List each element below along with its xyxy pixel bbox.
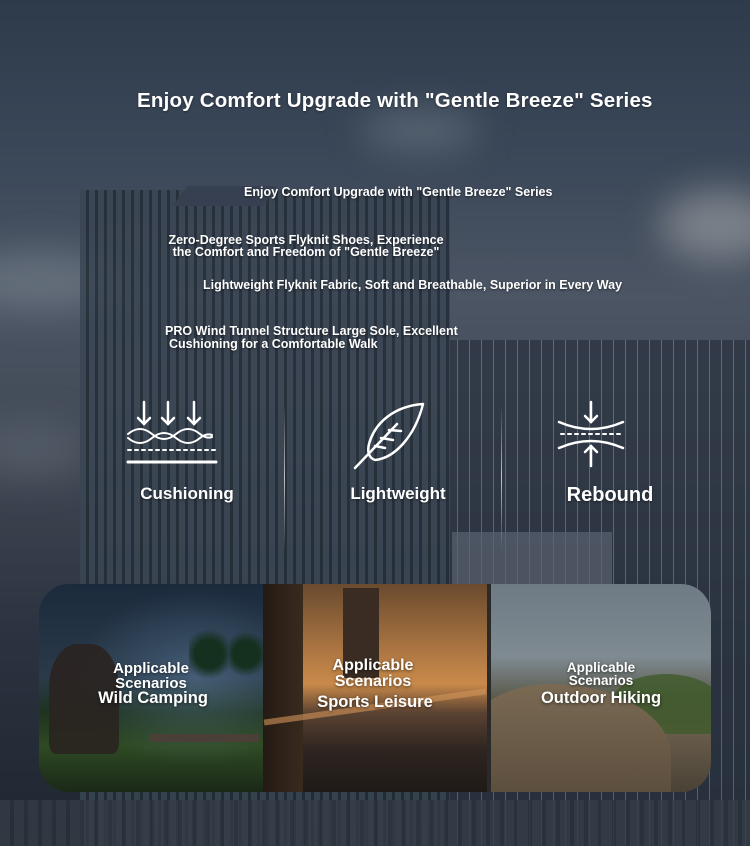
point2: Lightweight Flyknit Fabric, Soft and Breathable, Superior in Every Way — [203, 278, 623, 292]
rebound-icon — [541, 398, 641, 470]
feather-icon — [335, 398, 435, 470]
scenario-line2: Scenarios — [334, 673, 412, 690]
cloud — [660, 190, 750, 260]
scenario-card-hiking — [491, 584, 711, 792]
scenario-name: Sports Leisure — [317, 693, 433, 711]
point3-line2: Cushioning for a Comfortable Walk — [169, 337, 378, 351]
scenario-line1: Applicable — [566, 660, 636, 675]
feature-label-cushioning: Cushioning — [140, 484, 234, 503]
scenario-card-leisure — [263, 584, 487, 792]
scenario-line1: Applicable — [332, 657, 414, 674]
scenario-name: Outdoor Hiking — [540, 689, 662, 707]
feature-cushioning — [72, 398, 272, 503]
scenario-line2: Scenarios — [568, 673, 634, 688]
point1-line1: Zero-Degree Sports Flyknit Shoes, Experience — [168, 233, 444, 247]
hillside-photo — [491, 584, 711, 792]
scenario-name: Wild Camping — [98, 689, 208, 707]
feature-lightweight — [285, 398, 485, 503]
subtitle: Enjoy Comfort Upgrade with "Gentle Breeze" Series — [244, 185, 553, 199]
scenario-panel — [39, 584, 711, 792]
feature-label-rebound: Rebound — [566, 484, 654, 506]
cushioning-icon — [122, 398, 222, 470]
page-title: Enjoy Comfort Upgrade with "Gentle Breeze" Series — [137, 89, 653, 112]
feature-label-lightweight: Lightweight — [350, 484, 446, 503]
scenario-card-camping — [39, 584, 263, 792]
scenario-line2: Scenarios — [115, 675, 187, 692]
scenario-line1: Applicable — [113, 660, 189, 677]
point3-line1: PRO Wind Tunnel Structure Large Sole, Excellent — [165, 324, 458, 338]
building-opening — [452, 532, 612, 592]
feature-rebound — [491, 398, 691, 506]
foreground-building — [0, 800, 750, 846]
cloud — [360, 110, 480, 150]
point1-line2: the Comfort and Freedom of "Gentle Breeze" — [172, 245, 440, 259]
